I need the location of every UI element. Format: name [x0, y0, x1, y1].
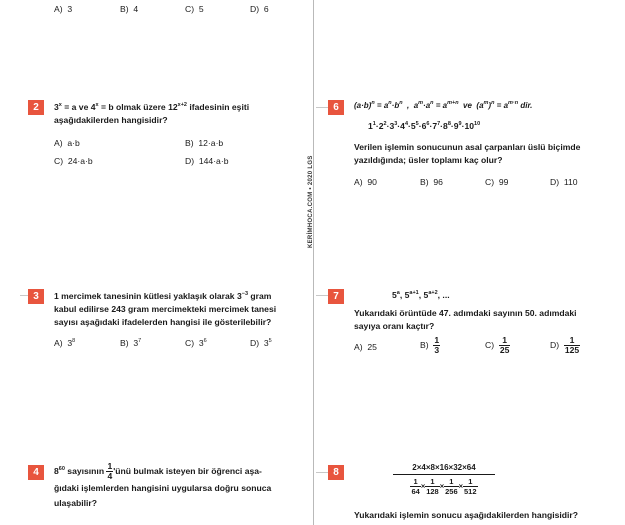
q3-option-a[interactable]: A) $3^8$	[54, 338, 76, 348]
q6-factor: $1^1$	[368, 121, 376, 131]
q6-rule-left	[316, 107, 328, 108]
question-number-3: 3	[28, 289, 44, 304]
q6-factor: $8^8$	[443, 121, 451, 131]
q6-option-d[interactable]: D) 110	[550, 177, 578, 187]
q6-exponent-rules: $(a\cdot b)^n = a^n\cdot b^n$ , $a^m\cdot a^n = a^{m+n}$ ve $(a^m)^n = a^{m\cdot n}$ dir.	[354, 100, 533, 110]
q3-option-c[interactable]: C) $3^6$	[185, 338, 207, 348]
q1-option-b[interactable]: B) 4	[120, 4, 139, 14]
q1-option-a[interactable]: A) 3	[54, 4, 73, 14]
q8-question: Yukarıdaki işlemin sonucu aşağıdakilerden hangisidir?	[354, 510, 578, 520]
question-number-2: 2	[28, 100, 44, 115]
q8-numerator: 2×4×8×16×32×64	[412, 463, 476, 472]
q6-option-c[interactable]: C) 99	[485, 177, 509, 187]
watermark: KERİMHOCA.COM • 2020 LGS	[308, 155, 314, 248]
q6-option-a[interactable]: A) 90	[354, 177, 377, 187]
q6-factor: $9^9$	[453, 121, 462, 131]
q3-option-b[interactable]: B) $3^7$	[120, 338, 142, 348]
q2-option-a[interactable]: A) a·b	[54, 138, 80, 148]
q6-factor: $5^5$	[410, 121, 419, 131]
q2-option-d[interactable]: D) 144·a·b	[185, 156, 229, 166]
column-divider	[313, 0, 314, 525]
q6-factor: $7^7$	[432, 121, 441, 131]
question-number-8: 8	[328, 465, 344, 480]
question-number-7: 7	[328, 289, 344, 304]
question-number-4: 4	[28, 465, 44, 480]
q6-factor: $3^3$	[389, 121, 398, 131]
q3-text: 1 mercimek tanesinin kütlesi yaklaşık olarak $3^{-3}$ gram kabul edilirse 243 gram mercimekteki mercimek tanesi sayısı aşağıdaki ifadelerden hangisi ile gösterilebilir?	[54, 291, 277, 327]
q7-option-c[interactable]: C) $\frac{1}{25}$	[485, 335, 510, 355]
q7-option-a[interactable]: A) 25	[354, 342, 377, 352]
q8-fraction-bar	[393, 474, 495, 475]
q7-option-b[interactable]: B) $\frac{1}{3}$	[420, 335, 440, 355]
q6-option-b[interactable]: B) 96	[420, 177, 443, 187]
q6-factor: $4^4$	[400, 121, 408, 131]
q4-text: $8^{60}$ sayısının $\frac{1}{4}$ 'ünü bulmak isteyen bir öğrenci aşa- ğıdaki işlemlerden hangisini uygularsa doğru sonuca ulaşabilir?	[54, 461, 272, 508]
q6-factor: $6^6$	[421, 121, 430, 131]
q7-option-d[interactable]: D) $\frac{1}{125}$	[550, 335, 580, 355]
q6-text: Verilen işlemin sonucunun asal çarpanları üslü biçimde yazıldığında; üsler toplamı kaç olur?	[354, 142, 581, 165]
q8-denominator: $\frac{1}{64}$ × $\frac{1}{128}$ × $\frac{1}{256}$ × $\frac{1}{512}$	[411, 477, 477, 496]
q7-pattern: 5$^a$, $5^{a+1}$, $5^{a+2}$, ...	[392, 290, 450, 300]
q2-option-b[interactable]: B) 12·a·b	[185, 138, 224, 148]
q1-option-c[interactable]: C) 5	[185, 4, 204, 14]
q8-expression	[393, 463, 495, 496]
q6-factor: $2^2$	[378, 121, 387, 131]
q7-rule-left	[316, 295, 328, 296]
q3-option-d[interactable]: D) $3^5$	[250, 338, 272, 348]
question-number-6: 6	[328, 100, 344, 115]
q6-factor: $10^{10}$	[464, 121, 481, 131]
q7-text: Yukarıdaki örüntüde 47. adımdaki sayının 50. adımdaki sayıya oranı kaçtır?	[354, 308, 577, 331]
q8-rule-left	[316, 472, 328, 473]
q1-option-d[interactable]: D) 6	[250, 4, 269, 14]
q6-product: $1^1\cdot 2^2\cdot 3^3\cdot 4^4\cdot 5^5\cdot 6^6\cdot 7^7\cdot 8^8\cdot 9^9\cdot 10^{10}$	[368, 121, 481, 131]
q2-option-c[interactable]: C) 24·a·b	[54, 156, 93, 166]
q2-text: $3^x = a$ ve $4^x = b$ olmak üzere $12^{x+2}$ ifadesinin eşiti aşağıdakilerden hangisidir?	[54, 102, 250, 125]
q4-fraction: $\frac{1}{4}$	[107, 461, 113, 481]
